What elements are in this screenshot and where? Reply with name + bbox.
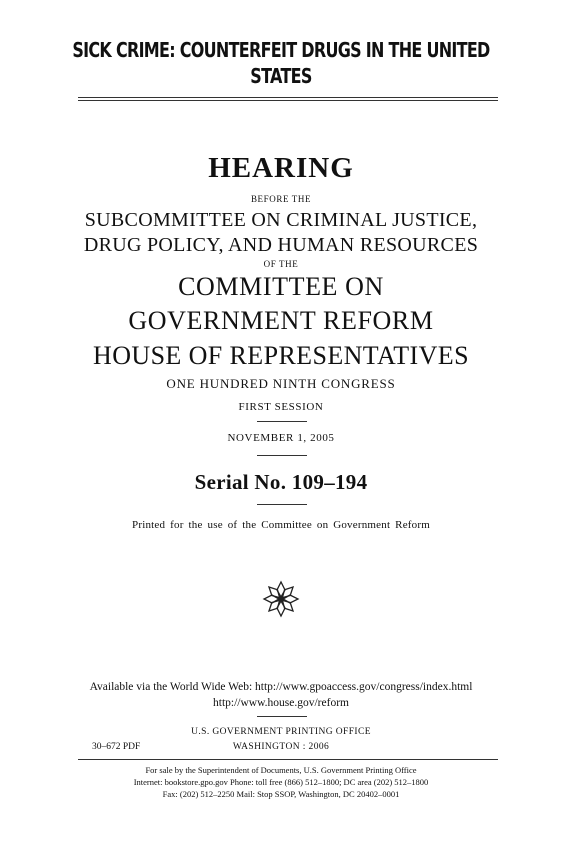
session-label: FIRST SESSION xyxy=(238,401,324,413)
divider-rule-3 xyxy=(257,504,307,505)
footer-rule xyxy=(78,759,498,760)
congress-label: ONE HUNDRED NINTH CONGRESS xyxy=(166,376,396,391)
hearing-date: NOVEMBER 1, 2005 xyxy=(227,432,335,444)
document-title-line1: SICK CRIME: COUNTERFEIT DRUGS IN THE UNITED xyxy=(72,38,490,62)
house-of-representatives: HOUSE OF REPRESENTATIVES xyxy=(93,341,469,370)
availability-line2: http://www.house.gov/reform xyxy=(213,697,349,709)
washington-year: WASHINGTON : 2006 xyxy=(232,742,330,752)
gpo-seal-icon xyxy=(262,580,300,618)
sale-line3: Fax: (202) 512–2250 Mail: Stop SSOP, Washington, DC 20402–0001 xyxy=(162,789,400,799)
of-the-label: OF THE xyxy=(263,259,299,269)
title-rule-bottom xyxy=(78,100,498,101)
subcommittee-line1: SUBCOMMITTEE ON CRIMINAL JUSTICE, xyxy=(84,209,478,231)
document-title-line2: STATES xyxy=(250,64,312,88)
serial-number: Serial No. 109–194 xyxy=(194,470,368,494)
committee-line2: GOVERNMENT REFORM xyxy=(128,306,434,335)
committee-line1: COMMITTEE ON xyxy=(178,272,384,301)
gpo-label: U.S. GOVERNMENT PRINTING OFFICE xyxy=(191,727,371,737)
subcommittee-line2: DRUG POLICY, AND HUMAN RESOURCES xyxy=(83,234,479,256)
pdf-identifier: 30–672 PDF xyxy=(92,742,141,752)
divider-rule-2 xyxy=(257,455,307,456)
availability-line1: Available via the World Wide Web: http://www.gpoaccess.gov/congress/index.html xyxy=(89,681,473,693)
title-rule-top xyxy=(78,97,498,98)
divider-rule-1 xyxy=(257,421,307,422)
printed-for-line: Printed for the use of the Committee on Government Reform xyxy=(132,519,430,531)
divider-rule-4 xyxy=(257,716,307,717)
sale-line1: For sale by the Superintendent of Documents, U.S. Government Printing Office xyxy=(145,765,417,775)
hearing-heading: HEARING xyxy=(208,152,354,184)
before-the-label: BEFORE THE xyxy=(250,194,312,204)
sale-line2: Internet: bookstore.gpo.gov Phone: toll free (866) 512–1800; DC area (202) 512–1800 xyxy=(133,777,429,787)
